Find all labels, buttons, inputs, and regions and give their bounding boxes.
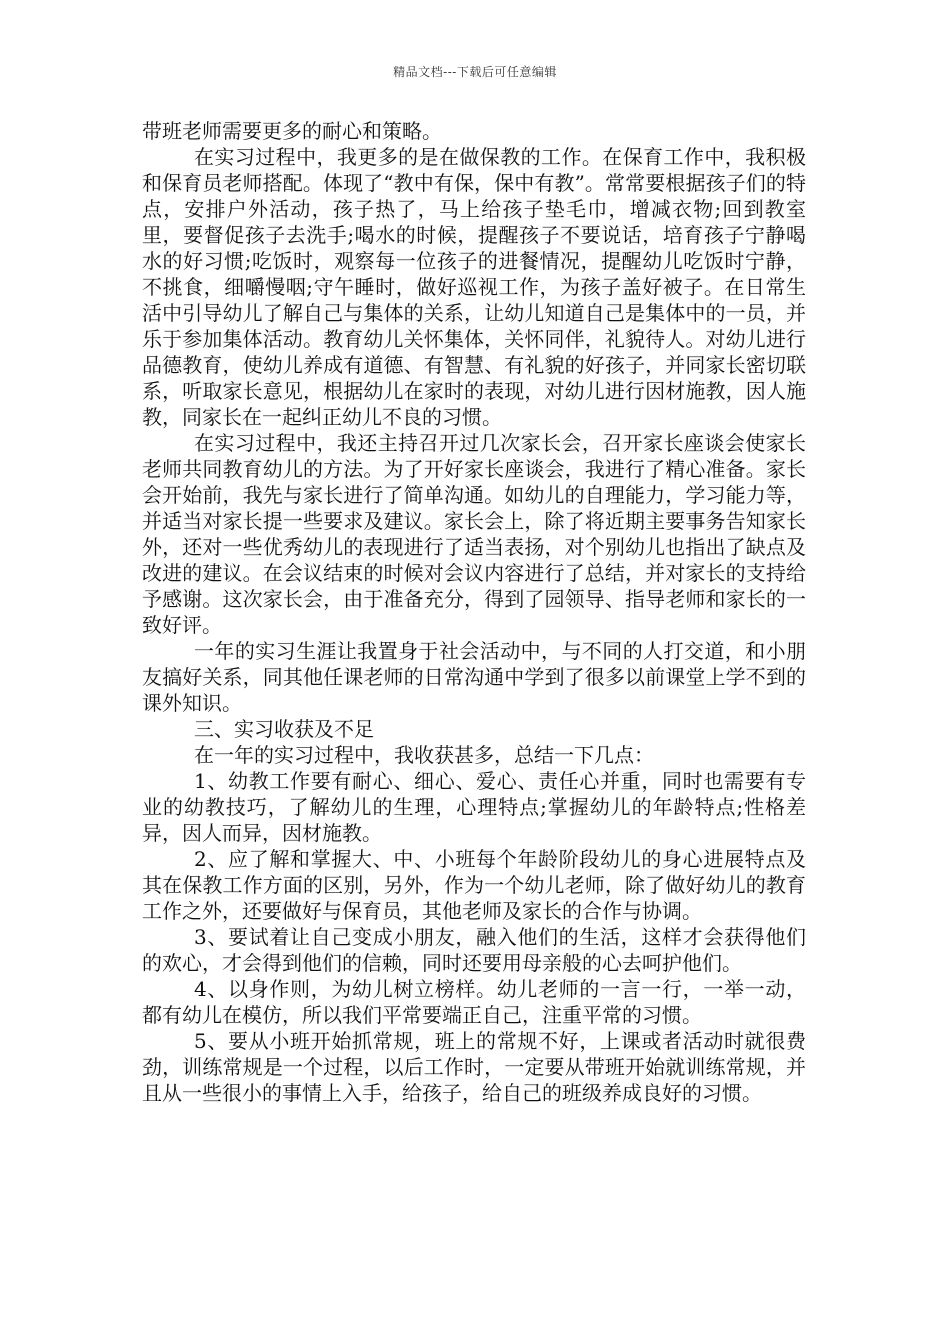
list-item-3: 3、要试着让自己变成小朋友，融入他们的生活，这样才会获得他们的欢心，才会得到他们的信赖，同时还要用母亲般的心去呵护他们。 bbox=[142, 925, 806, 975]
page-header: 精品文档---下载后可任意编辑 bbox=[393, 65, 557, 79]
paragraph-internship-life: 一年的实习生涯让我置身于社会活动中，与不同的人打交道，和小朋友搞好关系，同其他任课老师的日常沟通中学到了很多以前课堂上学不到的课外知识。 bbox=[142, 639, 806, 715]
paragraph-parent-meeting: 在实习过程中，我还主持召开过几次家长会，召开家长座谈会使家长老师共同教育幼儿的方法。为了开好家长座谈会，我进行了精心准备。家长会开始前，我先与家长进行了简单沟通。如幼儿的自理能力，学习能力等，并适当对家长提一些要求及建议。家长会上，除了将近期主要事务告知家长外，还对一些优秀幼儿的表现进行了适当表扬，对个别幼儿也指出了缺点及改进的建议。在会议结束的时候对会议内容进行了总结，并对家长的支持给予感谢。这次家长会，由于准备充分，得到了园领导、指导老师和家长的一致好评。 bbox=[142, 431, 806, 637]
paragraph-continuation: 带班老师需要更多的耐心和策略。 bbox=[142, 119, 442, 143]
section-heading-gains: 三、实习收获及不足 bbox=[194, 717, 374, 741]
paragraph-care-work: 在实习过程中，我更多的是在做保教的工作。在保育工作中，我积极和保育员老师搭配。体现了“教中有保，保中有教”。常常要根据孩子们的特点，安排户外活动，孩子热了，马上给孩子垫毛巾，增减衣物;回到教室里，要督促孩子去洗手;喝水的时候，提醒孩子不要说话，培育孩子宁静喝水的好习惯;吃饭时，观察每一位孩子的进餐情况，提醒幼儿吃饭时宁静，不挑食，细嚼慢咽;守午睡时，做好巡视工作，为孩子盖好被子。在日常生活中引导幼儿了解自己与集体的关系，让幼儿知道自己是集体中的一员，并乐于参加集体活动。教育幼儿关怀集体，关怀同伴，礼貌待人。对幼儿进行品德教育，使幼儿养成有道德、有智慧、有礼貌的好孩子，并同家长密切联系，听取家长意见，根据幼儿在家时的表现，对幼儿进行因材施教，因人施教，同家长在一起纠正幼儿不良的习惯。 bbox=[142, 145, 806, 429]
document-body bbox=[142, 118, 806, 1106]
list-item-5: 5、要从小班开始抓常规，班上的常规不好，上课或者活动时就很费劲，训练常规是一个过程，以后工作时，一定要从带班开始就训练常规，并且从一些很小的事情上入手，给孩子，给自己的班级养成良好的习惯。 bbox=[142, 1029, 806, 1105]
list-item-2: 2、应了解和掌握大、中、小班每个年龄阶段幼儿的身心进展特点及其在保教工作方面的区别，另外，作为一个幼儿老师，除了做好幼儿的教育工作之外，还要做好与保育员，其他老师及家长的合作与协调。 bbox=[142, 847, 806, 923]
list-item-4: 4、以身作则，为幼儿树立榜样。幼儿老师的一言一行，一举一动，都有幼儿在模仿，所以我们平常要端正自己，注重平常的习惯。 bbox=[142, 977, 806, 1027]
paragraph-summary-intro: 在一年的实习过程中，我收获甚多，总结一下几点： bbox=[194, 743, 654, 767]
list-item-1: 1、幼教工作要有耐心、细心、爱心、责任心并重，同时也需要有专业的幼教技巧，了解幼儿的生理，心理特点;掌握幼儿的年龄特点;性格差异，因人而异，因材施教。 bbox=[142, 769, 806, 845]
